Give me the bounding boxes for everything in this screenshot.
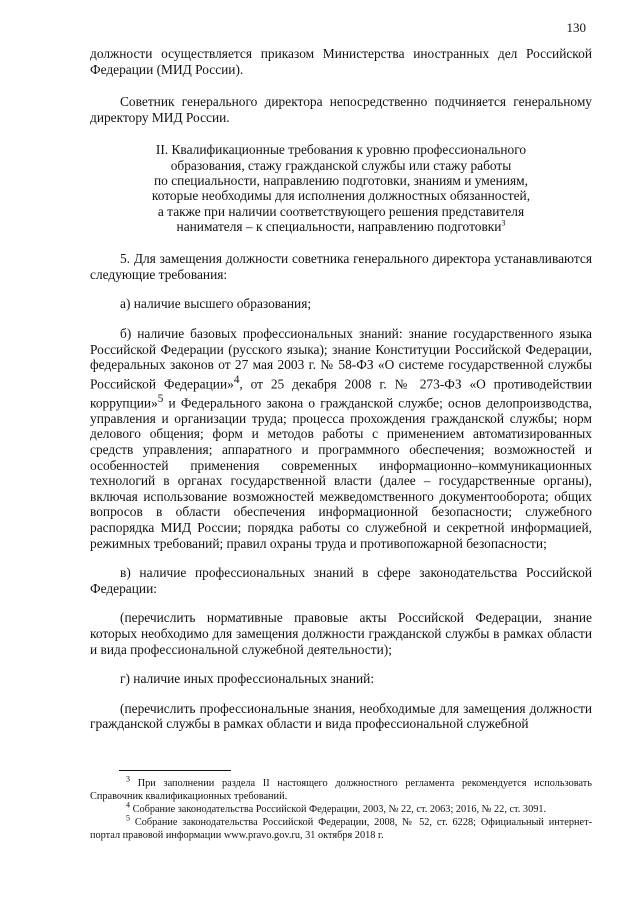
- paragraph-item-v: в) наличие профессиональных знаний в сфере законодательства Российской Федерации:: [90, 565, 592, 596]
- paragraph-subordination: Советник генерального директора непосредственно подчиняется генеральному директору МИД России.: [90, 94, 592, 125]
- section-title: [90, 142, 592, 234]
- paragraph-professional-knowledge: (перечислить профессиональные знания, необходимые для замещения должности гражданской службы в рамках области и вида профессиональной служебной: [90, 700, 592, 732]
- paragraph-item-b: [90, 326, 592, 551]
- section-title-line: а также при наличии соответствующего решения представителя: [157, 203, 525, 219]
- footnote-divider: [119, 770, 231, 771]
- footnote: [90, 774, 592, 803]
- document-body: [90, 46, 592, 732]
- footnote: [90, 800, 592, 816]
- section-title-line: [90, 219, 592, 234]
- footnote-ref: 5: [157, 392, 164, 405]
- footnote-text: При заполнении раздела II настоящего должностного регламента рекомендуется использовать Справочник квалификационных требований.: [90, 778, 592, 802]
- paragraph-item-g: г) наличие иных профессиональных знаний:: [120, 671, 375, 687]
- footnote: [90, 813, 592, 842]
- footnotes: [90, 770, 592, 842]
- footnote-text: Собрание законодательства Российской Федерации, 2003, № 22, ст. 2063; 2016, № 22, ст. 3091.: [130, 804, 547, 815]
- footnote-text: Собрание законодательства Российской Федерации, 2008, № 52, ст. 6228; Официальный интернет-портал правовой информации www.pravo.gov.ru, 31 октября 2018 г.: [90, 817, 592, 841]
- paragraph-legal-acts: (перечислить нормативные правовые акты Российской Федерации, знание которых необходимо для замещения должности гражданской службы в рамках области и вида профессиональной служебной деятельности);: [90, 610, 592, 657]
- section-title-line: по специальности, направлению подготовки, знаниям и умениям,: [154, 172, 528, 188]
- section-title-text: нанимателя – к специальности, направлению подготовки: [176, 218, 502, 234]
- item-b-text: б) наличие базовых профессиональных знаний: знание государственного языка Российской Федерации (русского языка); знание Конституции Российской Федерации, федеральных законов от 27 мая 2003 г. № 58-ФЗ «О системе государственной службы Российской Федерации»: [90, 325, 592, 392]
- footnote-ref: 4: [233, 373, 240, 386]
- paragraph-requirements-intro: 5. Для замещения должности советника генерального директора устанавливаются следующие требования:: [90, 251, 592, 282]
- section-title-line: образования, стажу гражданской службы или стажу работы: [170, 157, 512, 173]
- paragraph-appointment: должности осуществляется приказом Министерства иностранных дел Российской Федерации (МИД России).: [90, 46, 592, 77]
- item-b-text: , от 25 декабря 2008 г. № 273-ФЗ «О противодействии коррупции»: [90, 376, 592, 411]
- footnote-number: 4: [126, 800, 130, 810]
- footnote-number: 5: [126, 813, 130, 823]
- footnote-ref: 3: [501, 218, 506, 228]
- page-number: 130: [566, 20, 586, 35]
- section-title-line: II. Квалификационные требования к уровню профессионального: [155, 142, 527, 158]
- section-title-line: которые необходимы для исполнения должностных обязанностей,: [151, 188, 531, 204]
- item-b-text: и Федерального закона о гражданской службе; основ делопроизводства, управления и организации труда; процесса прохождения гражданской службы; норм делового общения; форм и методов работы с применением автоматизированных средств управления; аппаратного и программного обеспечения; возможностей и особенностей применения современных информационно–коммуникационных технологий в органах государственной власти (далее – государственные органы), включая использование возможностей межведомственного документооборота; общих вопросов в области обеспечения информационной безопасности; служебного распорядка МИД России; порядка работы со служебной и секретной информацией, режимных требований; правил охраны труда и противопожарной безопасности;: [90, 395, 592, 551]
- footnote-number: 3: [126, 774, 130, 784]
- paragraph-item-a: а) наличие высшего образования;: [120, 296, 312, 312]
